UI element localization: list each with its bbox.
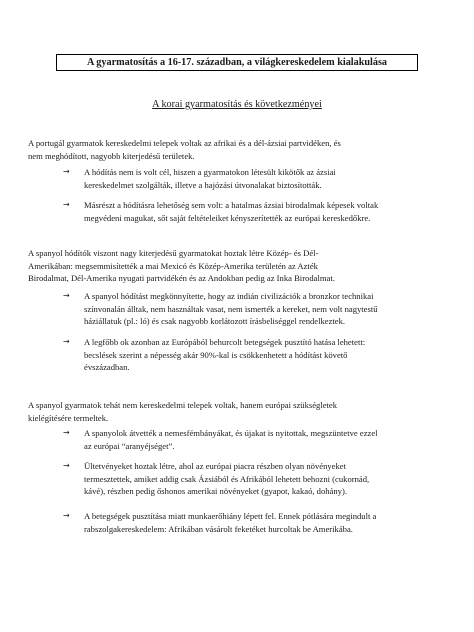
paragraph: A spanyol hódítók viszont nagy kiterjedésű gyarmatokat hoztak létre Közép- és Dél- Amerikában: megsemmisítették a mai Mexicó és Közép-Amerika területén az Azték Birodalmat, Dél-Amerika nyugati partvidékén és az Andokban pedig az Inka Birodalmat. <box>28 248 335 284</box>
bullet-item: → A spanyolok átvették a nemesfémbányákat, és újakat is nyitottak, megszüntetve ezzel az európai “aranyéjséget”. <box>63 428 378 451</box>
arrow-icon: → <box>63 337 70 346</box>
bullet-item: → A betegségek pusztítása miatt munkaerőhiány lépett fel. Ennek pótlására megindult a rabszolgakereskedelem: Afrikában vásárolt feketéket hurcoltak be Amerikába. <box>63 511 377 534</box>
arrow-icon: → <box>63 167 70 176</box>
arrow-icon: → <box>63 461 70 470</box>
bullet-item: → A spanyol hódítást megkönnyítette, hogy az indián civilizációk a bronzkor technikai színvonalán álltak, nem használtak vasat, nem ismerték a kereket, nem volt nagytestű háziállatuk (pl.: ló) és csak nagyobb korlátozott írásbeliséggel rendelkeztek. <box>63 291 378 327</box>
arrow-icon: → <box>63 428 70 437</box>
paragraph: A spanyol gyarmatok tehát nem kereskedelmi telepek voltak, hanem európai szükségletek kielégítésére termeltek. <box>28 400 338 423</box>
bullet-item: → Ültetvényeket hoztak létre, ahol az európai piacra részben olyan növényeket termesztettek, amiket addig csak Ázsiából és Afrikából lehetett behozni (cukornád, kávé), részben pedig őshonos amerikai növényeket (gyapot, kakaó, dohány). <box>63 461 370 497</box>
arrow-icon: → <box>63 291 70 300</box>
section-subtitle: A korai gyarmatosítás és következményei <box>152 99 322 110</box>
document-title: A gyarmatosítás a 16-17. században, a világkereskedelem kialakulása <box>56 54 418 71</box>
arrow-icon: → <box>63 200 70 209</box>
arrow-icon: → <box>63 511 70 520</box>
bullet-item: → A legfőbb ok azonban az Európából behurcolt betegségek pusztító hatása lehetett: becslések szerint a népesség akár 90%-kal is csökkenhetett a hódítást követő évszázadban. <box>63 337 366 373</box>
bullet-item: → Másrészt a hódításra lehetőség sem volt: a hatalmas ázsiai birodalmak képesek voltak megvédeni magukat, sőt saját feltételeiket kényszerítették az európai kereskedőkre. <box>63 200 379 223</box>
paragraph: A portugál gyarmatok kereskedelmi telepek voltak az afrikai és a dél-ázsiai partvidéken, és nem meghódított, nagyobb kiterjedésű területek. <box>28 138 341 161</box>
bullet-item: → A hódítás nem is volt cél, hiszen a gyarmatokon létesült kikötők az ázsiai kereskedelmet szolgálták, illetve a hajózási útvonalakat biztosították. <box>63 167 336 190</box>
